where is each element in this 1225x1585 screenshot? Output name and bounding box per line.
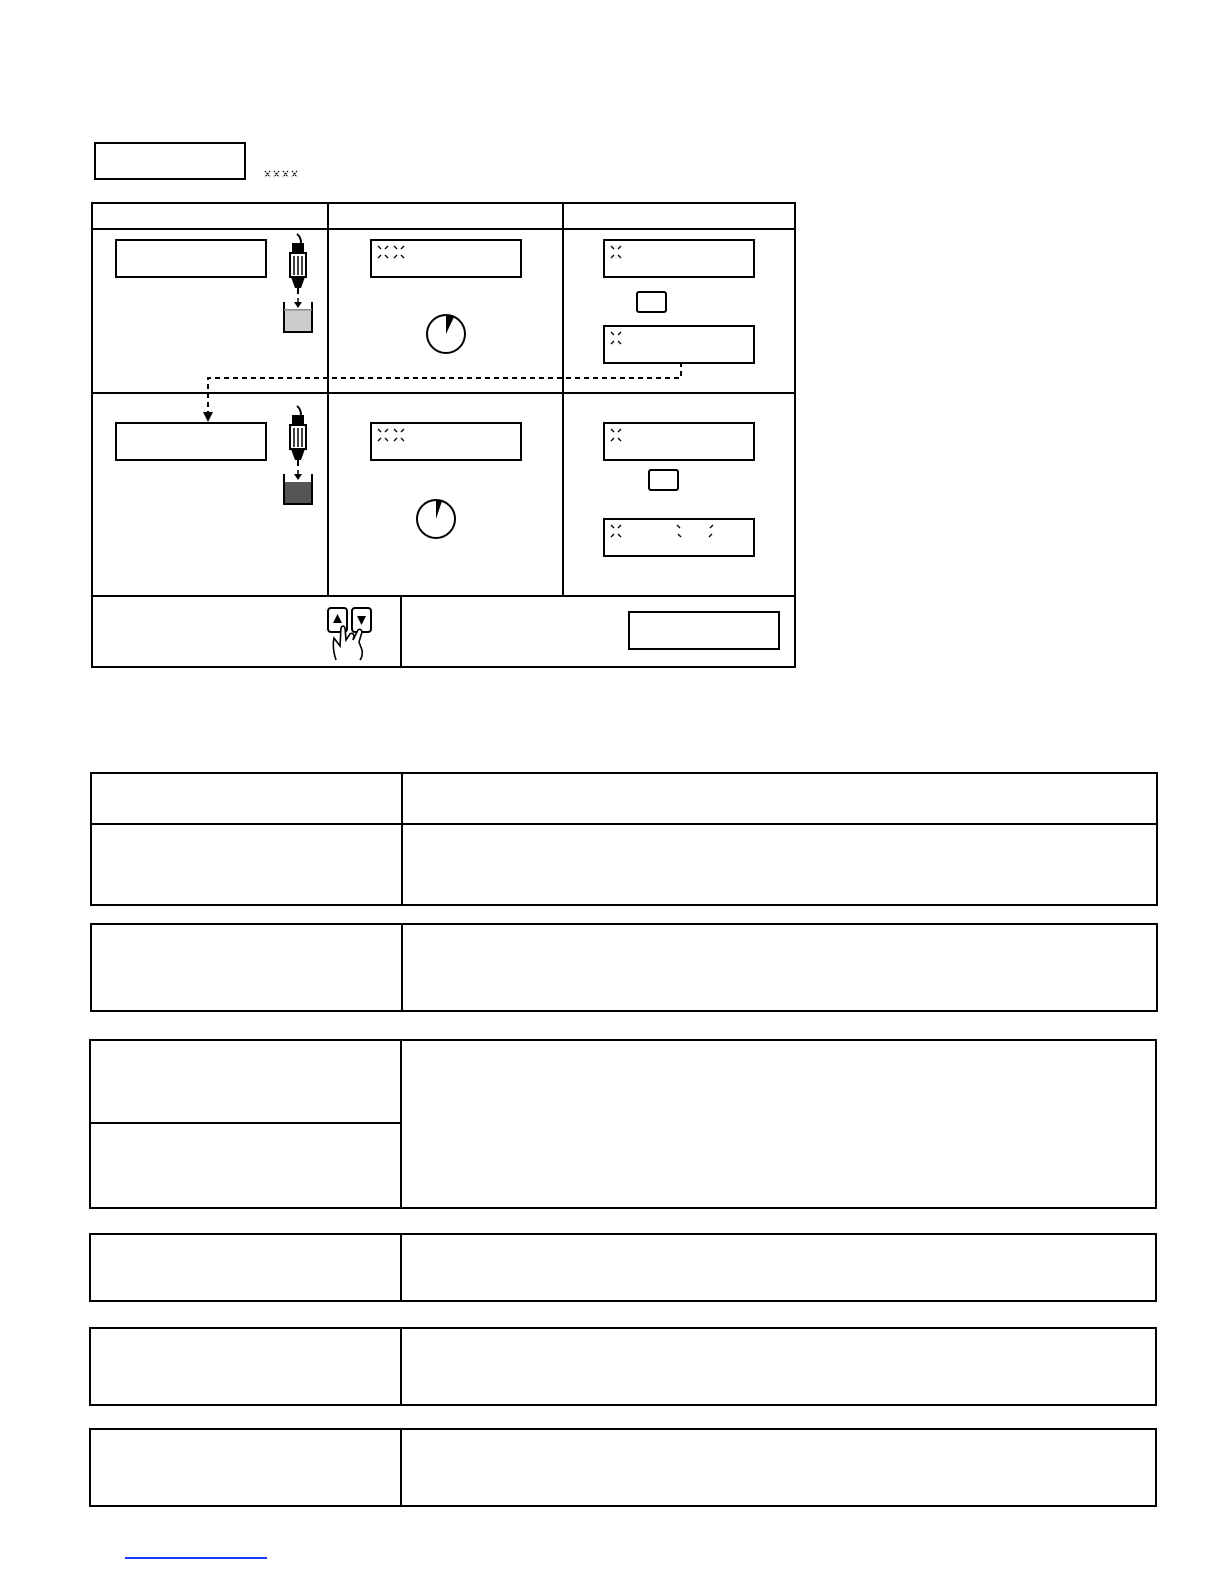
definition-table-1 bbox=[90, 772, 1158, 906]
enter-key-icon bbox=[636, 291, 667, 313]
up-down-keys-icon bbox=[326, 606, 376, 662]
footer-link[interactable] bbox=[125, 1557, 267, 1559]
row2-right-display-top bbox=[603, 422, 755, 461]
definition-table-4 bbox=[89, 1233, 1157, 1302]
row1-right-display-bottom bbox=[603, 325, 755, 364]
probe-icon bbox=[282, 232, 318, 334]
row1-left-display bbox=[115, 239, 267, 278]
definition-table-2 bbox=[90, 923, 1158, 1012]
section-label-box bbox=[94, 142, 246, 180]
enter-key-icon bbox=[648, 469, 679, 491]
timer-icon bbox=[414, 497, 458, 541]
row2-mid-display bbox=[370, 422, 522, 461]
definition-table-5 bbox=[89, 1327, 1157, 1406]
bottom-right-display bbox=[628, 611, 780, 650]
definition-table-6 bbox=[89, 1428, 1157, 1507]
flow-arrow bbox=[200, 360, 690, 426]
timer-icon bbox=[424, 312, 468, 356]
section-tag-glyphs bbox=[263, 169, 303, 181]
row1-right-display-top bbox=[603, 239, 755, 278]
row2-left-display bbox=[115, 422, 267, 461]
probe-icon bbox=[282, 404, 318, 506]
row2-right-display-bottom bbox=[603, 518, 755, 557]
definition-table-3 bbox=[89, 1039, 1157, 1209]
row1-mid-display bbox=[370, 239, 522, 278]
